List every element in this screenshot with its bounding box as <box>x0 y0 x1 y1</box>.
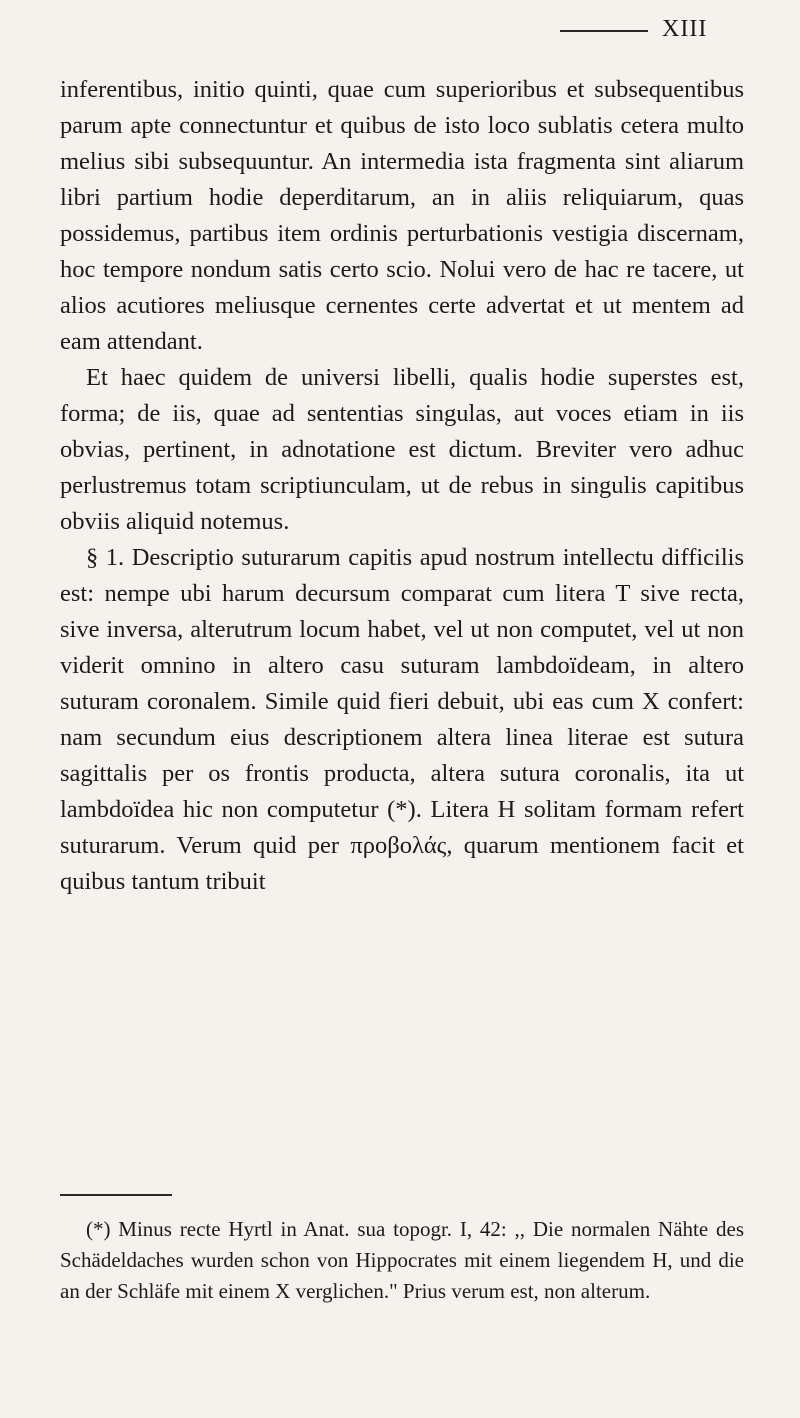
header-rule <box>560 30 648 32</box>
paragraph-3: § 1. Descriptio suturarum capitis apud nostrum intellectu difficilis est: nempe ubi harum decursum comparat cum litera T sive recta, sive inversa, alterutrum locum habet, vel ut non computet, vel ut non viderit omnino in altero casu suturam lambdoïdeam, in altero suturam coronalem. Simile quid fieri debuit, ubi eas cum X confert: nam secundum eius descriptionem altera linea literae est sutura sagittalis per os frontis producta, altera sutura coronalis, ita ut lambdoïdea hic non computetur (*). Litera H solitam formam refert suturarum. Verum quid per προβολάς, quarum mentionem facit et quibus tantum tribuit <box>60 544 744 895</box>
body-text <box>60 72 744 900</box>
paragraph-1: inferentibus, initio quinti, quae cum superioribus et subsequentibus parum apte connectuntur et quibus de isto loco sublatis cetera multo melius sibi subsequuntur. An intermedia ista fragmenta sint aliarum libri partium hodie deperditarum, an in aliis reliquiarum, quas possidemus, partibus item ordinis perturbationis vestigia discernam, hoc tempore nondum satis certo scio. Nolui vero de hac re tacere, ut alios acutiores meliusque cernentes certe advertat et ut mentem ad eam attendant. <box>60 76 744 355</box>
page-number: XIII <box>662 16 708 42</box>
footnote-rule <box>60 1194 172 1196</box>
paragraph-2: Et haec quidem de universi libelli, qualis hodie superstes est, forma; de iis, quae ad sententias singulas, aut voces etiam in iis obvias, pertinent, in adnotatione est dictum. Breviter vero adhuc perlustremus totam scriptiunculam, ut de rebus in singulis capitibus obviis aliquid notemus. <box>60 364 744 535</box>
page-header <box>0 8 800 48</box>
footnote <box>60 1214 744 1307</box>
footnote-text: (*) Minus recte Hyrtl in Anat. sua topogr. I, 42: ,, Die normalen Nähte des Schädeldaches wurden schon von Hippocrates mit einem liegendem H, und die an der Schläfe mit einem X verglichen." Prius verum est, non alterum. <box>60 1217 744 1303</box>
